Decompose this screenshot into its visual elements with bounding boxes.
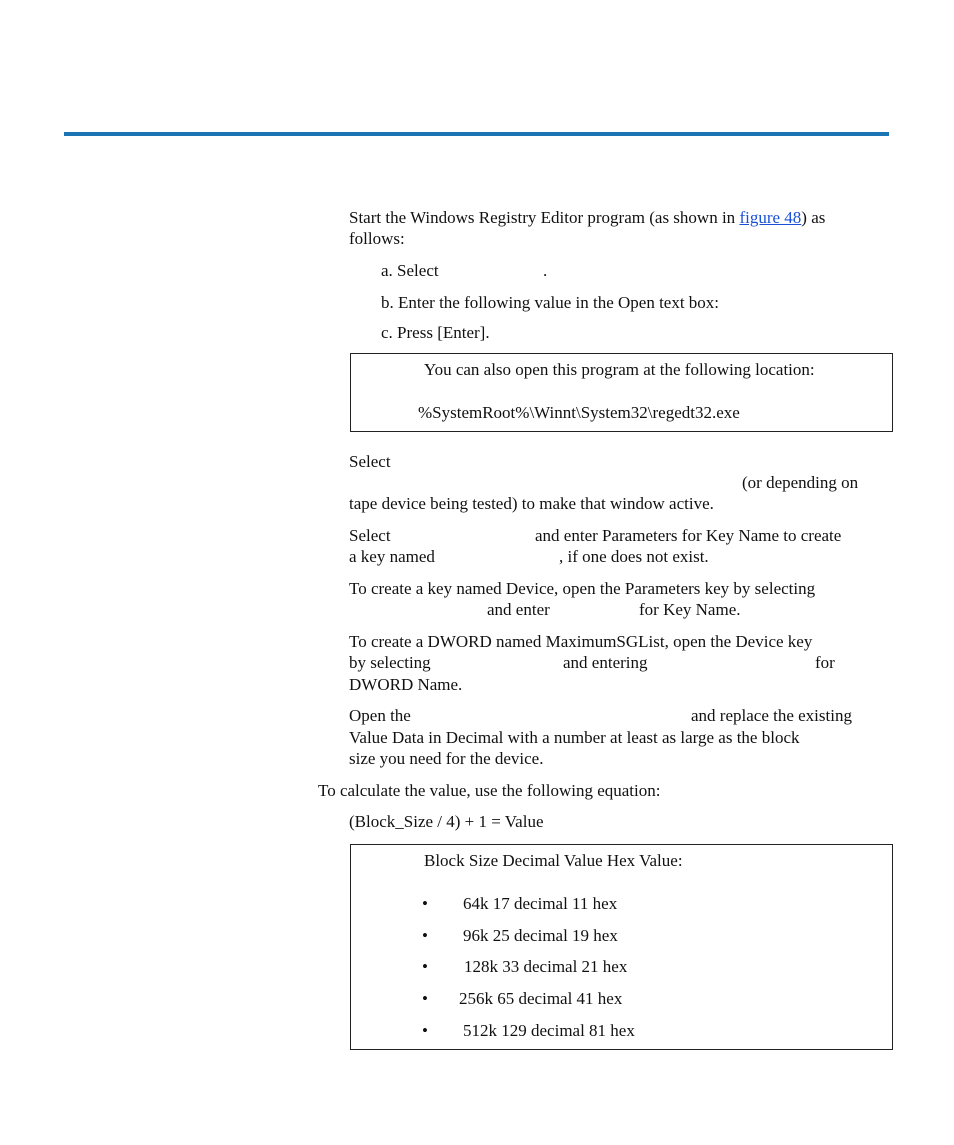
substep-a-period: . [543,261,548,280]
header-rule [64,132,889,136]
step5-line1: To create a DWORD named MaximumSGList, open the Device key [349,632,813,651]
step5-for: for [815,653,835,672]
step6-open-the: Open the [349,706,411,725]
step3-and-enter: and enter Parameters for Key Name to create [535,526,842,545]
bullet: • [422,926,428,945]
substep-a: a. Select [381,261,439,280]
step6-line2: Value Data in Decimal with a number at least as large as the block [349,728,800,747]
step4-line1: To create a key named Device, open the Parameters key by selecting [349,579,816,598]
bullet: • [422,894,428,913]
step2-or-depending: (or depending on [742,473,859,492]
substep-c: c. Press [Enter]. [381,323,490,342]
step3-a-key-named: a key named [349,547,435,566]
note1-path: %SystemRoot%\Winnt\System32\regedt32.exe [418,403,740,422]
bullet: • [422,957,428,976]
note1-text: You can also open this program at the following location: [424,360,815,379]
step1-line1 [349,207,825,228]
step4-and-enter: and enter [487,600,550,619]
substep-b: b. Enter the following value in the Open text box: [381,293,720,312]
step5-line3: DWORD Name. [349,675,463,694]
step1-line2: follows: [349,229,405,248]
step3-select: Select [349,526,391,545]
list-item: 96k 25 decimal 19 hex [463,926,618,945]
step5-and-entering: and entering [563,653,648,672]
note2-header: Block Size Decimal Value Hex Value: [424,851,683,870]
bullet: • [422,1021,428,1040]
list-item: 256k 65 decimal 41 hex [459,989,623,1008]
calc-equation: (Block_Size / 4) + 1 = Value [349,812,544,831]
step6-line3: size you need for the device. [349,749,544,768]
step1-text-after: ) as [801,208,826,227]
step2-line3: tape device being tested) to make that window active. [349,494,714,513]
list-item: 512k 129 decimal 81 hex [463,1021,635,1040]
step1-text: Start the Windows Registry Editor program (as shown in [349,208,740,227]
step3-if-not-exist: , if one does not exist. [559,547,709,566]
list-item: 128k 33 decimal 21 hex [464,957,628,976]
calc-intro: To calculate the value, use the following equation: [318,781,661,800]
figure-48-link[interactable]: figure 48 [739,208,802,227]
list-item: 64k 17 decimal 11 hex [463,894,618,913]
bullet: • [422,989,428,1008]
step6-replace: and replace the existing [691,706,852,725]
step2-select: Select [349,452,391,471]
step4-for-key-name: for Key Name. [639,600,741,619]
step5-by-selecting: by selecting [349,653,431,672]
